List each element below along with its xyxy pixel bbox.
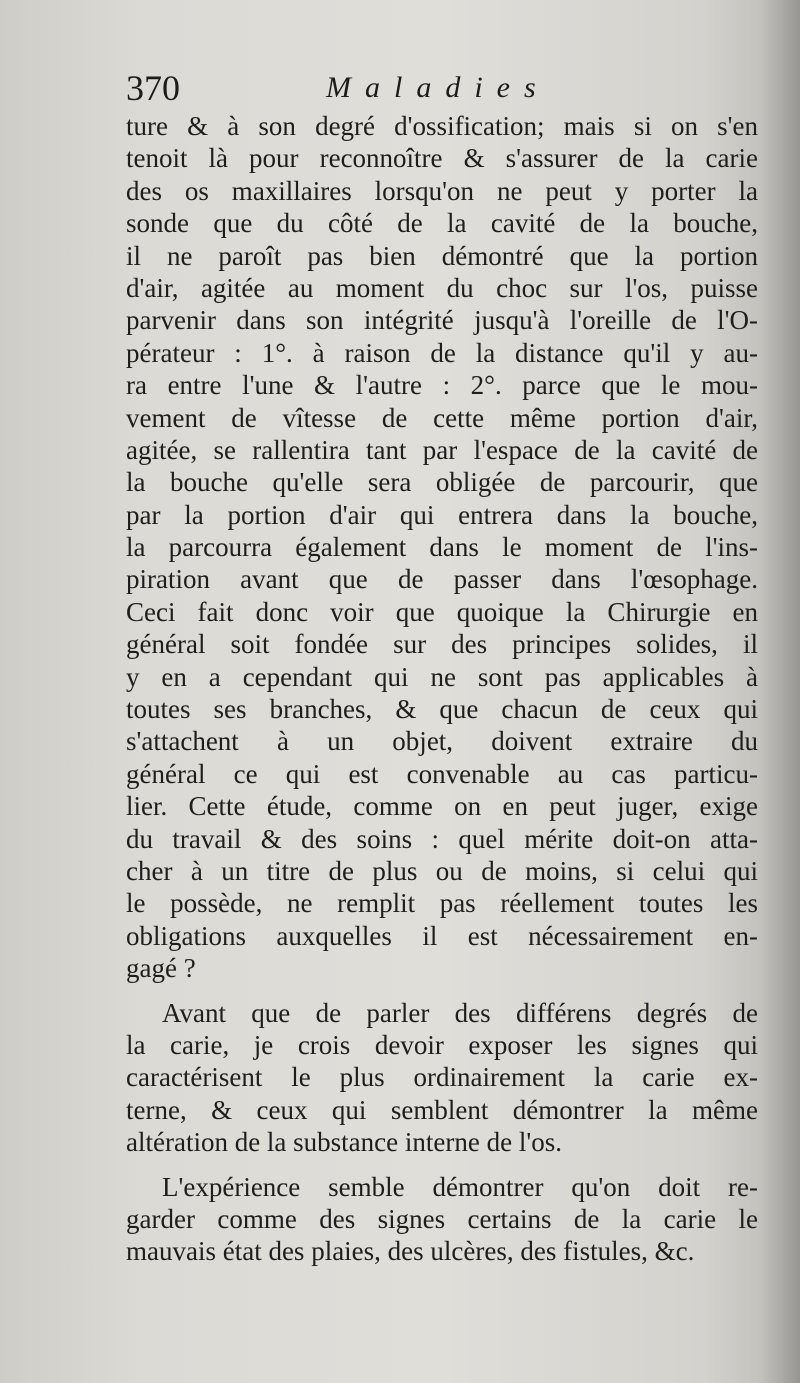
text-line: parvenir dans son intégrité jusqu'à l'oreille de l'O- (126, 305, 758, 336)
text-line: du travail & des soins : quel mérite doit-on atta- (126, 823, 758, 854)
paragraph-gap (126, 985, 758, 997)
text-line: sonde que du côté de la cavité de la bouche, (126, 208, 758, 239)
text-line: caractérisent le plus ordinairement la carie ex- (126, 1062, 758, 1093)
paragraph (126, 997, 758, 1159)
text-line: il ne paroît pas bien démontré que la portion (126, 240, 758, 271)
paragraph-gap (126, 1159, 758, 1171)
paragraph (126, 110, 758, 985)
text-line: général soit fondée sur des principes solides, il (126, 629, 758, 660)
text-line: la parcourra également dans le moment de l'ins- (126, 532, 758, 563)
text-line: piration avant que de passer dans l'œsophage. (126, 564, 758, 595)
text-line: la carie, je crois devoir exposer les signes qui (126, 1029, 758, 1060)
text-line: agitée, se rallentira tant par l'espace de la cavité de (126, 434, 758, 465)
text-line: terne, & ceux qui semblent démontrer la même (126, 1094, 758, 1125)
text-line: pérateur : 1°. à raison de la distance qu'il y au- (126, 337, 758, 368)
text-line: y en a cependant qui ne sont pas applicables à (126, 661, 758, 692)
body-text (126, 110, 758, 1268)
text-line: vement de vîtesse de cette même portion d'air, (126, 402, 758, 433)
text-line: général ce qui est convenable au cas particu- (126, 758, 758, 789)
running-title: Maladies (326, 71, 550, 104)
text-line: L'expérience semble démontrer qu'on doit re- (162, 1171, 758, 1202)
text-line: ture & à son degré d'ossification; mais si on s'en (126, 111, 758, 141)
text-line: toutes ses branches, & que chacun de ceux qui (126, 694, 758, 725)
text-line: obligations auxquelles il est nécessairement en- (126, 920, 758, 951)
text-line: cher à un titre de plus ou de moins, si celui qui (126, 855, 758, 886)
paragraph (126, 1171, 758, 1268)
text-line: altération de la substance interne de l'os. (126, 1127, 562, 1158)
text-line: la bouche qu'elle sera obligée de parcourir, que (126, 467, 758, 498)
text-line: tenoit là pour reconnoître & s'assurer de la carie (126, 143, 758, 174)
running-head (126, 66, 766, 110)
text-line: des os maxillaires lorsqu'on ne peut y porter la (126, 175, 758, 206)
text-line: gagé ? (126, 953, 196, 984)
text-line: s'attachent à un objet, doivent extraire du (126, 726, 758, 757)
text-line: mauvais état des plaies, des ulcères, des fistules, &c. (126, 1236, 695, 1267)
text-line: par la portion d'air qui entrera dans la bouche, (126, 499, 758, 530)
text-line: le possède, ne remplit pas réellement toutes les (126, 888, 758, 919)
text-line: d'air, agitée au moment du choc sur l'os, puisse (126, 272, 758, 303)
text-line: ra entre l'une & l'autre : 2°. parce que le mou- (126, 370, 758, 401)
text-line: garder comme des signes certains de la carie le (126, 1203, 758, 1234)
text-line: Ceci fait donc voir que quoique la Chirurgie en (126, 596, 758, 627)
text-line: lier. Cette étude, comme on en peut juger, exige (126, 791, 758, 822)
page-number: 370 (126, 68, 180, 108)
spine-shadow (760, 0, 800, 1383)
text-line: Avant que de parler des différens degrés de (162, 997, 758, 1028)
